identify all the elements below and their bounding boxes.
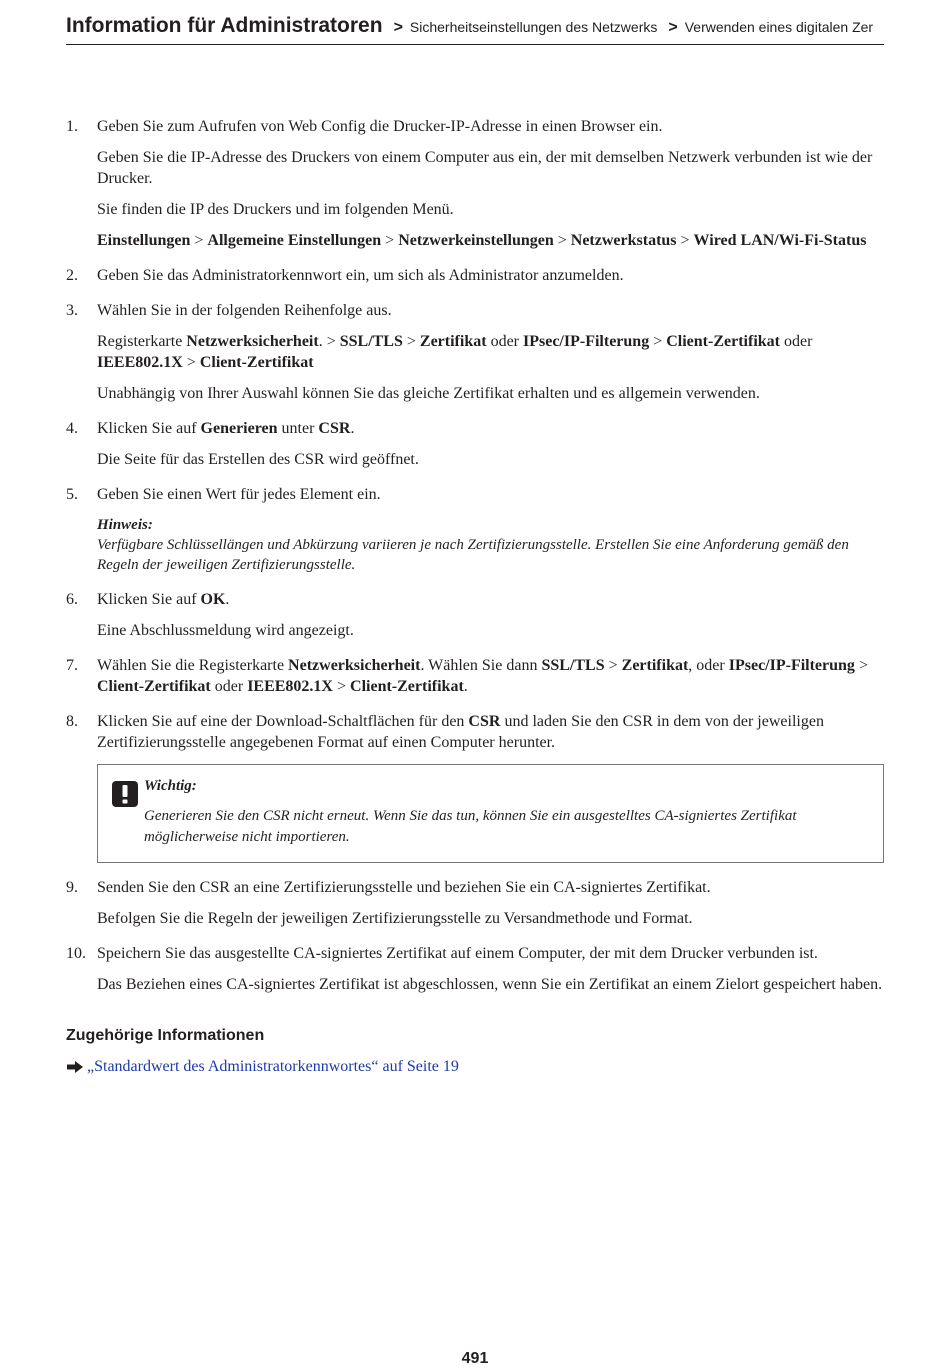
breadcrumb-separator: > xyxy=(393,19,403,36)
step-paragraph xyxy=(97,620,884,641)
text-run: Speichern Sie das ausgestellte CA-signiertes Zertifikat auf einem Computer, der mit dem Drucker verbunden ist. xyxy=(97,945,818,962)
step-paragraph xyxy=(97,974,884,995)
text-run: Sie finden die IP des Druckers und im folgenden Menü. xyxy=(97,201,454,218)
step-paragraph xyxy=(97,331,884,373)
ui-term: Netzwerkstatus xyxy=(570,232,677,249)
step-number: 2. xyxy=(66,267,78,284)
text-run: > xyxy=(332,678,351,695)
step-paragraph xyxy=(97,711,884,753)
step-paragraph xyxy=(97,589,884,610)
step-paragraph xyxy=(97,877,884,898)
step-number: 8. xyxy=(66,713,78,730)
step-body xyxy=(97,711,884,863)
text-run: > xyxy=(190,232,208,249)
step-paragraph xyxy=(97,265,884,286)
step-number: 9. xyxy=(66,879,78,896)
page-number: 491 xyxy=(461,1350,489,1367)
ui-term: Allgemeine Einstellungen xyxy=(207,232,382,249)
ui-term: SSL/TLS xyxy=(339,333,403,350)
step-number: 4. xyxy=(66,420,78,437)
step-paragraph xyxy=(97,943,884,964)
arrow-right-icon xyxy=(66,1060,84,1074)
ui-term: Client-Zertifikat xyxy=(199,354,314,371)
text-run: Wählen Sie in der folgenden Reihenfolge aus. xyxy=(97,302,392,319)
step-paragraph xyxy=(97,418,884,439)
related-info-item xyxy=(66,1056,884,1077)
important-label: Wichtig: xyxy=(144,778,197,794)
ui-term: Einstellungen xyxy=(97,232,191,249)
ui-term: Client-Zertifikat xyxy=(350,678,464,695)
step-item xyxy=(66,300,884,404)
ui-term: OK xyxy=(200,591,226,608)
step-body xyxy=(97,484,884,575)
step-body xyxy=(97,300,884,404)
breadcrumb-separator: > xyxy=(668,19,678,36)
ui-term: CSR xyxy=(468,713,501,730)
text-run: unter xyxy=(277,420,319,437)
text-run: Geben Sie zum Aufrufen von Web Config die Drucker-IP-Adresse in einen Browser ein. xyxy=(97,118,663,135)
text-run: Geben Sie die IP-Adresse des Druckers von einem Computer aus ein, der mit demselben Netzwerk verbunden ist wie der Drucker. xyxy=(97,149,873,187)
ui-term: IEEE802.1X xyxy=(247,678,333,695)
step-paragraph xyxy=(97,199,884,220)
step-paragraph xyxy=(97,116,884,137)
step-item xyxy=(66,418,884,470)
section-title: Information für Administratoren xyxy=(66,14,383,37)
step-item xyxy=(66,484,884,575)
document-body xyxy=(66,116,884,1077)
step-body xyxy=(97,943,884,995)
text-run: oder xyxy=(779,333,813,350)
ui-term: Wired LAN/Wi-Fi-Status xyxy=(693,232,867,249)
text-run: oder xyxy=(210,678,248,695)
text-run: Klicken Sie auf eine der Download-Schaltflächen für den xyxy=(97,713,469,730)
text-run: Geben Sie das Administratorkennwort ein, um sich als Administrator anzumelden. xyxy=(97,267,624,284)
step-number: 7. xyxy=(66,657,78,674)
important-text: Generieren Sie den CSR nicht erneut. Wenn Sie das tun, können Sie ein ausgestelltes CA-signiertes Zertifikat möglicherweise nicht importieren. xyxy=(144,808,797,845)
ui-term: Client-Zertifikat xyxy=(666,333,780,350)
text-run: . Wählen Sie dann xyxy=(420,657,542,674)
note-label: Hinweis: xyxy=(97,517,153,533)
step-body xyxy=(97,877,884,929)
ui-term: IPsec/IP-Filterung xyxy=(523,333,650,350)
important-box xyxy=(97,764,884,863)
step-paragraph xyxy=(97,383,884,404)
related-info-link[interactable]: „Standardwert des Administratorkennwortes“ auf Seite 19 xyxy=(87,1058,459,1075)
step-body xyxy=(97,418,884,470)
step-number: 1. xyxy=(66,118,78,135)
text-run: oder xyxy=(486,333,523,350)
text-run: > xyxy=(381,232,399,249)
ui-term: Client-Zertifikat xyxy=(97,678,211,695)
text-run: > xyxy=(854,657,868,674)
step-item xyxy=(66,655,884,697)
note-box xyxy=(97,515,884,575)
text-run: > xyxy=(553,232,571,249)
step-body xyxy=(97,589,884,641)
note-text: Verfügbare Schlüssellängen und Abkürzung variieren je nach Zertifizierungsstelle. Erstellen Sie eine Anforderung gemäß den Regeln der jeweiligen Zertifizierungsstelle. xyxy=(97,537,849,573)
step-paragraph xyxy=(97,908,884,929)
related-info-heading: Zugehörige Informationen xyxy=(66,1027,265,1044)
step-body xyxy=(97,116,884,251)
ui-term: IPsec/IP-Filterung xyxy=(728,657,855,674)
step-number: 6. xyxy=(66,591,78,608)
ui-term: Generieren xyxy=(200,420,278,437)
step-body xyxy=(97,655,884,697)
ui-term: IEEE802.1X xyxy=(97,354,183,371)
text-run: Eine Abschlussmeldung wird angezeigt. xyxy=(97,622,354,639)
text-run: > xyxy=(182,354,200,371)
text-run: Befolgen Sie die Regeln der jeweiligen Zertifizierungsstelle zu Versandmethode und Format. xyxy=(97,910,693,927)
text-run: und laden Sie den CSR in dem von der jeweiligen Zertifizierungsstelle angegebenen Format auf einen Computer herunter. xyxy=(97,713,824,751)
text-run: . xyxy=(350,420,355,437)
step-item xyxy=(66,943,884,995)
step-item xyxy=(66,116,884,251)
ui-term: CSR xyxy=(318,420,351,437)
text-run: Wählen Sie die Registerkarte xyxy=(97,657,289,674)
text-run: . xyxy=(463,678,468,695)
text-run: Senden Sie den CSR an eine Zertifizierungsstelle und beziehen Sie ein CA-signiertes Zertifikat. xyxy=(97,879,711,896)
ui-term: Netzwerkeinstellungen xyxy=(398,232,554,249)
step-paragraph xyxy=(97,655,884,697)
text-run: > xyxy=(402,333,420,350)
step-paragraph xyxy=(97,300,884,321)
step-paragraph xyxy=(97,230,884,251)
step-number: 10. xyxy=(66,945,86,962)
page-header xyxy=(66,10,884,45)
breadcrumb-item[interactable]: Sicherheitseinstellungen des Netzwerks xyxy=(409,19,658,35)
text-run: Das Beziehen eines CA-signiertes Zertifikat ist abgeschlossen, wenn Sie ein Zertifikat an einem Zielort gespeichert haben. xyxy=(97,976,883,993)
breadcrumb-item[interactable]: Verwenden eines digitalen Zer xyxy=(684,19,874,35)
step-number: 3. xyxy=(66,302,78,319)
ui-term: Netzwerksicherheit xyxy=(288,657,421,674)
step-item xyxy=(66,711,884,863)
text-run: Registerkarte xyxy=(97,333,187,350)
step-item xyxy=(66,265,884,286)
text-run: > xyxy=(604,657,622,674)
step-item xyxy=(66,877,884,929)
text-run: Geben Sie einen Wert für jedes Element ein. xyxy=(97,486,381,503)
text-run: , oder xyxy=(688,657,729,674)
step-paragraph xyxy=(97,147,884,189)
warning-icon xyxy=(112,781,138,807)
procedure-steps xyxy=(66,116,884,995)
ui-term: Netzwerksicherheit xyxy=(186,333,319,350)
text-run: Klicken Sie auf xyxy=(97,591,201,608)
step-item xyxy=(66,589,884,641)
text-run: . xyxy=(225,591,230,608)
step-number: 5. xyxy=(66,486,78,503)
text-run: . > xyxy=(318,333,340,350)
step-paragraph xyxy=(97,449,884,470)
ui-term: Zertifikat xyxy=(621,657,689,674)
ui-term: SSL/TLS xyxy=(541,657,605,674)
text-run: > xyxy=(649,333,667,350)
text-run: Klicken Sie auf xyxy=(97,420,201,437)
text-run: Die Seite für das Erstellen des CSR wird geöffnet. xyxy=(97,451,419,468)
step-body xyxy=(97,265,884,286)
text-run: Unabhängig von Ihrer Auswahl können Sie das gleiche Zertifikat erhalten und es allgemein verwenden. xyxy=(97,385,760,402)
ui-term: Zertifikat xyxy=(419,333,487,350)
text-run: > xyxy=(676,232,694,249)
step-paragraph xyxy=(97,484,884,505)
